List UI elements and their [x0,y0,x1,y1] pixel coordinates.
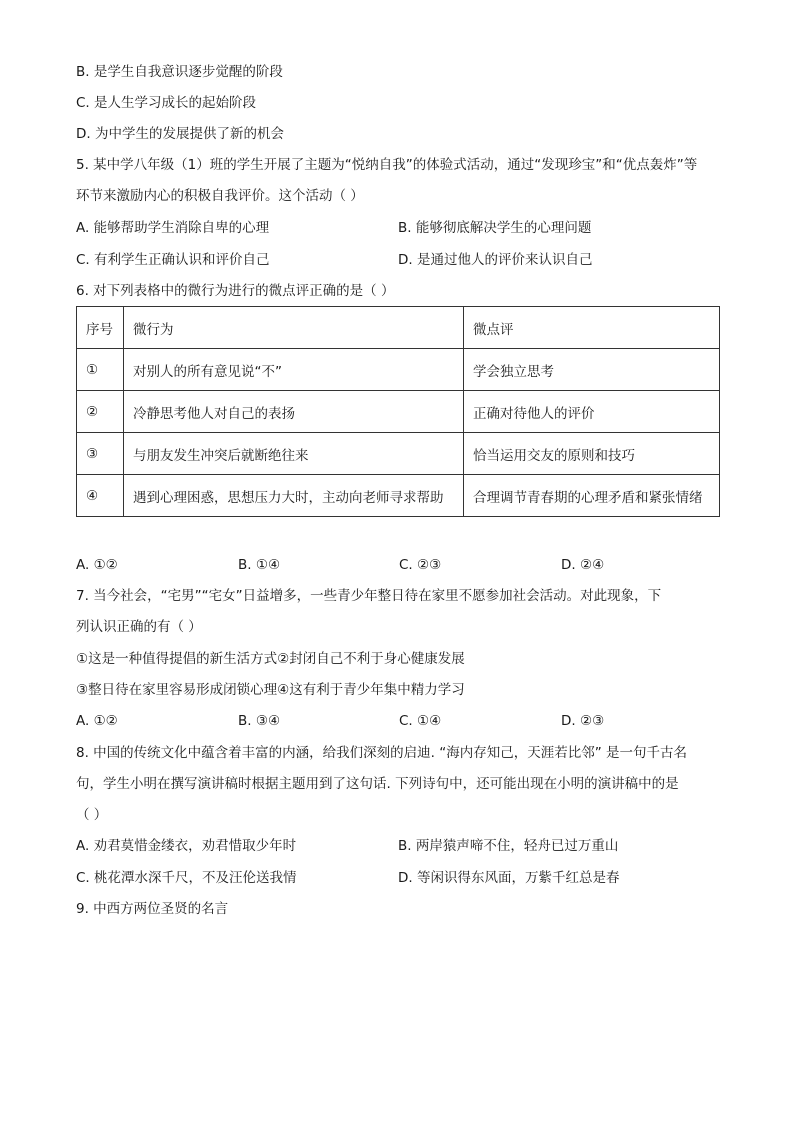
q5-stem-line2: 环节来激励内心的积极自我评价。这个活动（ ） [76,188,364,204]
row-behavior: 对别人的所有意见说“不” [124,349,464,391]
row-index: ② [77,391,124,433]
row-index: ④ [77,475,124,517]
q8-option-b: B. 两岸猿声啼不住，轻舟已过万重山 [398,838,619,854]
q4-option-d: D. 为中学生的发展提供了新的机会 [76,126,284,142]
q8-option-d: D. 等闲识得东风面，万紫千红总是春 [398,870,620,886]
row-behavior: 冷静思考他人对自己的表扬 [124,391,464,433]
q6-stem: 6. 对下列表格中的微行为进行的微点评正确的是（ ） [76,283,395,299]
table-header-row [77,307,720,349]
q6-option-c: C. ②③ [399,557,442,573]
header-behavior: 微行为 [124,307,464,349]
q8-option-c: C. 桃花潭水深千尺，不及汪伦送我情 [76,870,297,886]
q8-stem-line3: （ ） [76,807,108,823]
table-row [77,433,720,475]
row-comment: 合理调节青春期的心理矛盾和紧张情绪 [464,475,720,517]
q7-option-b: B. ③④ [238,713,281,729]
q8-stem-line2: 句，学生小明在撰写演讲稿时根据主题用到了这句话. 下列诗句中，还可能出现在小明的演讲稿中的是 [76,776,679,792]
row-comment: 恰当运用交友的原则和技巧 [464,433,720,475]
q5-option-a: A. 能够帮助学生消除自卑的心理 [76,220,270,236]
q6-option-a: A. ①② [76,557,118,573]
q5-options-row2 [76,250,726,270]
row-index: ③ [77,433,124,475]
q5-option-b: B. 能够彻底解决学生的心理问题 [398,220,592,236]
q8-option-a: A. 劝君莫惜金缕衣，劝君惜取少年时 [76,838,297,854]
table-row [77,349,720,391]
q7-stem-line2: 列认识正确的有（ ） [76,619,202,635]
q9-stem: 9. 中西方两位圣贤的名言 [76,901,229,917]
micro-behavior-table [76,306,720,517]
q7-options [76,711,726,731]
q6-option-b: B. ①④ [238,557,281,573]
q5-stem-line1: 5. 某中学八年级（1）班的学生开展了主题为“悦纳自我”的体验式活动，通过“发现珍宝”和“优点轰炸”等 [76,157,698,173]
q7-stem-line1: 7. 当今社会，“宅男”“宅女”日益增多，一些青少年整日待在家里不愿参加社会活动。对此现象，下 [76,588,662,604]
row-behavior: 与朋友发生冲突后就断绝往来 [124,433,464,475]
q5-option-c: C. 有利学生正确认识和评价自己 [76,252,270,268]
q4-option-b: B. 是学生自我意识逐步觉醒的阶段 [76,64,283,80]
q6-option-d: D. ②④ [561,557,605,573]
header-comment: 微点评 [464,307,720,349]
q7-option-d: D. ②③ [561,713,605,729]
q7-statements-line1: ①这是一种值得提倡的新生活方式②封闭自己不利于身心健康发展 [76,651,465,667]
q8-options-row1 [76,836,726,856]
row-comment: 学会独立思考 [464,349,720,391]
q5-options-row1 [76,218,726,238]
q8-options-row2 [76,868,726,888]
q6-options [76,555,726,575]
q8-stem-line1: 8. 中国的传统文化中蕴含着丰富的内涵，给我们深刻的启迪. “海内存知己，天涯若比邻” 是一句千古名 [76,745,688,761]
q7-statements-line2: ③整日待在家里容易形成闭锁心理④这有利于青少年集中精力学习 [76,682,465,698]
q4-option-c: C. 是人生学习成长的起始阶段 [76,95,257,111]
q7-option-c: C. ①④ [399,713,442,729]
row-index: ① [77,349,124,391]
table-row [77,475,720,517]
table-row [77,391,720,433]
q5-option-d: D. 是通过他人的评价来认识自己 [398,252,593,268]
header-index: 序号 [77,307,124,349]
row-comment: 正确对待他人的评价 [464,391,720,433]
row-behavior: 遇到心理困惑，思想压力大时，主动向老师寻求帮助 [124,475,464,517]
q7-option-a: A. ①② [76,713,118,729]
